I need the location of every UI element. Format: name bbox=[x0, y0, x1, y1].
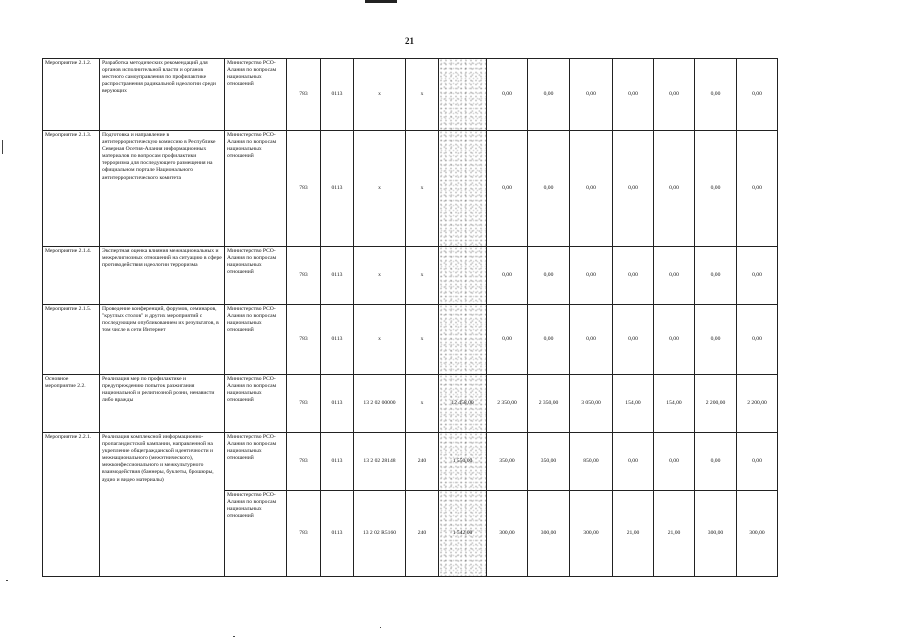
grbs-cell: 783 bbox=[287, 433, 321, 491]
rzpr-cell: 0113 bbox=[321, 433, 354, 491]
value-cell: 0,00 bbox=[528, 247, 570, 305]
value-cell: 2 200,00 bbox=[737, 375, 778, 433]
value-cell: 0,00 bbox=[654, 247, 695, 305]
rzpr-cell: 0113 bbox=[321, 491, 354, 577]
value-cell: 0,00 bbox=[487, 305, 528, 375]
scan-speck bbox=[6, 580, 8, 581]
total-cell bbox=[439, 247, 487, 305]
value-cell: 2 200,00 bbox=[695, 375, 737, 433]
value-cell: 0,00 bbox=[528, 131, 570, 247]
csr-cell: x bbox=[354, 131, 406, 247]
row-executor: Министерство РСО-Алания по вопросам национальных отношений bbox=[225, 375, 287, 433]
grbs-cell: 783 bbox=[287, 491, 321, 577]
value-cell: 300,00 bbox=[487, 491, 528, 577]
value-cell: 0,00 bbox=[695, 59, 737, 131]
value-cell: 154,00 bbox=[613, 375, 654, 433]
vr-cell: x bbox=[406, 131, 439, 247]
scan-speck bbox=[2, 140, 3, 154]
rzpr-cell: 0113 bbox=[321, 59, 354, 131]
row-executor: Министерство РСО-Алания по вопросам национальных отношений bbox=[225, 131, 287, 247]
table-row bbox=[43, 131, 778, 247]
value-cell: 0,00 bbox=[737, 131, 778, 247]
row-code: Мероприятие 2.2.1. bbox=[43, 433, 100, 577]
row-executor: Министерство РСО-Алания по вопросам национальных отношений bbox=[225, 305, 287, 375]
page-number: 21 bbox=[405, 36, 414, 46]
value-cell: 0,00 bbox=[613, 59, 654, 131]
total-cell bbox=[439, 59, 487, 131]
csr-cell: 13 2 02 28148 bbox=[354, 433, 406, 491]
row-name: Подготовка и направление в антитеррористическую комиссию в Республике Северная Осетия-Алания информационных материалов по вопросам профилактики терроризма для последующего размещения на официальном портале Национального антитеррористического комитета bbox=[100, 131, 225, 247]
row-name: Разработка методических рекомендаций для органов исполнительной власти и органов местного самоуправления по профилактике распространения радикальной идеологии среди верующих bbox=[100, 59, 225, 131]
vr-cell: 240 bbox=[406, 491, 439, 577]
table-row bbox=[43, 433, 778, 491]
scan-speck bbox=[380, 627, 381, 628]
total-cell: 12 458,00 bbox=[439, 375, 487, 433]
row-executor: Министерство РСО-Алания по вопросам национальных отношений bbox=[225, 491, 287, 577]
table-row bbox=[43, 375, 778, 433]
value-cell: 0,00 bbox=[570, 247, 613, 305]
table-row bbox=[43, 59, 778, 131]
value-cell: 2 350,00 bbox=[528, 375, 570, 433]
grbs-cell: 783 bbox=[287, 59, 321, 131]
value-cell: 300,00 bbox=[695, 491, 737, 577]
vr-cell: x bbox=[406, 375, 439, 433]
row-name: Экспертная оценка влияния межнациональных и межрелигиозных отношений на ситуацию в сфере противодействия идеологии терроризма bbox=[100, 247, 225, 305]
value-cell: 0,00 bbox=[737, 305, 778, 375]
row-code: Мероприятие 2.1.5. bbox=[43, 305, 100, 375]
value-cell: 0,00 bbox=[737, 433, 778, 491]
value-cell: 0,00 bbox=[570, 305, 613, 375]
grbs-cell: 783 bbox=[287, 375, 321, 433]
rzpr-cell: 0113 bbox=[321, 375, 354, 433]
value-cell: 350,00 bbox=[487, 433, 528, 491]
value-cell: 0,00 bbox=[613, 433, 654, 491]
total-cell bbox=[439, 305, 487, 375]
value-cell: 0,00 bbox=[695, 305, 737, 375]
value-cell: 0,00 bbox=[695, 131, 737, 247]
value-cell: 0,00 bbox=[528, 59, 570, 131]
value-cell: 0,00 bbox=[737, 59, 778, 131]
value-cell: 2 350,00 bbox=[487, 375, 528, 433]
csr-cell: x bbox=[354, 305, 406, 375]
row-executor: Министерство РСО-Алания по вопросам национальных отношений bbox=[225, 433, 287, 491]
value-cell: 0,00 bbox=[570, 59, 613, 131]
value-cell: 0,00 bbox=[487, 247, 528, 305]
value-cell: 0,00 bbox=[613, 131, 654, 247]
row-code: Мероприятие 2.1.4. bbox=[43, 247, 100, 305]
vr-cell: x bbox=[406, 59, 439, 131]
grbs-cell: 783 bbox=[287, 247, 321, 305]
csr-cell: x bbox=[354, 59, 406, 131]
total-cell: 1 542,00 bbox=[439, 491, 487, 577]
total-cell bbox=[439, 131, 487, 247]
value-cell: 350,00 bbox=[528, 433, 570, 491]
rzpr-cell: 0113 bbox=[321, 305, 354, 375]
vr-cell: 240 bbox=[406, 433, 439, 491]
value-cell: 0,00 bbox=[613, 305, 654, 375]
row-executor: Министерство РСО-Алания по вопросам национальных отношений bbox=[225, 247, 287, 305]
value-cell: 300,00 bbox=[528, 491, 570, 577]
value-cell: 300,00 bbox=[737, 491, 778, 577]
value-cell: 0,00 bbox=[654, 433, 695, 491]
value-cell: 0,00 bbox=[654, 305, 695, 375]
value-cell: 0,00 bbox=[528, 305, 570, 375]
value-cell: 300,00 bbox=[570, 491, 613, 577]
scan-mark-top bbox=[365, 0, 397, 3]
rzpr-cell: 0113 bbox=[321, 247, 354, 305]
csr-cell: x bbox=[354, 247, 406, 305]
row-executor: Министерство РСО-Алания по вопросам национальных отношений bbox=[225, 59, 287, 131]
budget-table bbox=[42, 58, 778, 577]
rzpr-cell: 0113 bbox=[321, 131, 354, 247]
row-code: Мероприятие 2.1.2. bbox=[43, 59, 100, 131]
value-cell: 0,00 bbox=[487, 131, 528, 247]
table-row bbox=[43, 247, 778, 305]
scan-speck bbox=[233, 636, 235, 637]
row-name: Проведение конференций, форумов, семинаров, "круглых столов" и других мероприятий с последующим опубликованием их результатов, в том числе в сети Интернет bbox=[100, 305, 225, 375]
value-cell: 21,00 bbox=[613, 491, 654, 577]
csr-cell: 13 2 02 R5160 bbox=[354, 491, 406, 577]
grbs-cell: 783 bbox=[287, 131, 321, 247]
value-cell: 0,00 bbox=[487, 59, 528, 131]
row-code: Основное мероприятие 2.2. bbox=[43, 375, 100, 433]
total-cell: 1 550,00 bbox=[439, 433, 487, 491]
value-cell: 0,00 bbox=[613, 247, 654, 305]
value-cell: 0,00 bbox=[654, 131, 695, 247]
value-cell: 0,00 bbox=[570, 131, 613, 247]
value-cell: 850,00 bbox=[570, 433, 613, 491]
row-code: Мероприятие 2.1.3. bbox=[43, 131, 100, 247]
table-row bbox=[43, 305, 778, 375]
value-cell: 0,00 bbox=[695, 247, 737, 305]
csr-cell: 13 2 02 00000 bbox=[354, 375, 406, 433]
value-cell: 0,00 bbox=[737, 247, 778, 305]
vr-cell: x bbox=[406, 247, 439, 305]
value-cell: 0,00 bbox=[654, 59, 695, 131]
grbs-cell: 783 bbox=[287, 305, 321, 375]
row-name: Реализация комплексной информационно-пропагандистской кампании, направленной на укрепление общегражданской идентичности и межнационального (межэтнического), межконфессионального и межкультурного взаимодействия (баннеры, буклеты, брошюры, аудио и видео материалы) bbox=[100, 433, 225, 577]
vr-cell: x bbox=[406, 305, 439, 375]
row-name: Реализация мер по профилактике и предупреждению попыток разжигания национальной и религиозной розни, ненависти либо вражды bbox=[100, 375, 225, 433]
value-cell: 3 050,00 bbox=[570, 375, 613, 433]
value-cell: 21,00 bbox=[654, 491, 695, 577]
value-cell: 154,00 bbox=[654, 375, 695, 433]
value-cell: 0,00 bbox=[695, 433, 737, 491]
